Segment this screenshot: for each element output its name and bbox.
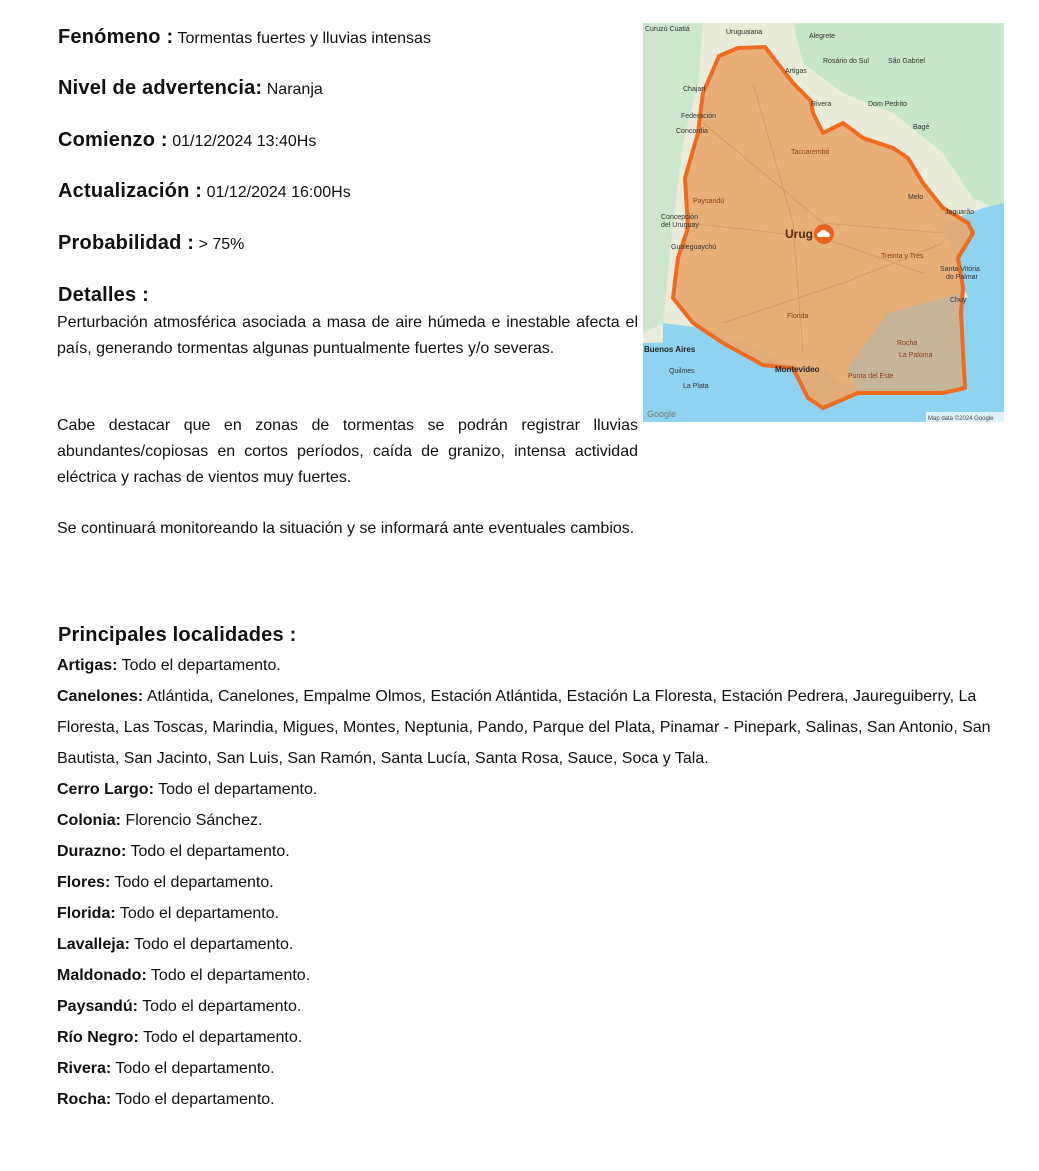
map-label-jaguarao: Jaguarão (945, 209, 975, 216)
map-label-tacuarembo: Tacuarembó (791, 149, 830, 156)
map-label-quilmes: Quilmes (669, 368, 695, 375)
map-label-la-paloma: La Paloma (899, 352, 933, 359)
map-google-logo: Google (647, 409, 677, 419)
map-label-rocha: Rocha (897, 340, 918, 347)
detalles-paragraph-2: Cabe destacar que en zonas de tormentas se podrán registrar lluvias abundantes/copiosas en cortos períodos, caída de granizo, intensa actividad eléctrica y rachas de vientos muy fuertes. (57, 417, 638, 486)
localidad-dept: Rocha: (57, 1091, 112, 1108)
localidad-places: Todo el departamento. (121, 657, 281, 674)
localidad-item (57, 960, 1007, 991)
map-label-buenos-aires: Buenos Aires (644, 345, 696, 354)
localidad-dept: Río Negro: (57, 1029, 139, 1046)
localidad-dept: Cerro Largo: (57, 781, 154, 798)
nivel-label: Nivel de advertencia: (58, 77, 263, 99)
localidad-places: Todo el departamento. (150, 967, 311, 984)
map-label-alegrete: Alegrete (809, 33, 836, 40)
localidad-places: Todo el departamento. (130, 843, 290, 860)
probabilidad-label: Probabilidad : (58, 232, 195, 254)
localidad-item (57, 774, 1007, 805)
map-label-del-uruguay: del Uruguay (661, 222, 699, 229)
detalles-title: Detalles : (58, 284, 149, 306)
localidad-dept: Durazno: (57, 843, 127, 860)
localidad-item (57, 898, 1007, 929)
map-label-santa-vitoria: Santa Vitória (940, 266, 980, 273)
localidad-places: Todo el departamento. (158, 781, 318, 798)
localidad-item (57, 991, 1007, 1022)
localidad-item (57, 867, 1007, 898)
detalles-paragraph-3: Se continuará monitoreando la situación y se informará ante eventuales cambios. (57, 520, 635, 537)
map-label-melo: Melo (908, 194, 924, 201)
map-label-uruguay: Urug (785, 227, 813, 241)
fenomeno-label: Fenómeno : (58, 26, 174, 48)
map-label-do-palmar: do Palmar (946, 274, 978, 281)
map-label-punta-este: Punta del Este (848, 373, 894, 380)
comienzo-label: Comienzo : (58, 129, 168, 151)
localidad-dept: Florida: (57, 905, 116, 922)
map-attribution: Map data ©2024 Google (928, 416, 994, 422)
localidad-places: Todo el departamento. (142, 1029, 303, 1046)
map-label-artigas: Artigas (785, 68, 807, 75)
map-label-uruguaiana: Uruguaiana (726, 29, 763, 36)
localidad-item (57, 1022, 1007, 1053)
localidades-title: Principales localidades : (58, 624, 297, 646)
map-label-rivera: Rivera (811, 101, 832, 108)
map-label-gualeguaychu: Gualeguaychú (671, 244, 717, 251)
localidad-dept: Paysandú: (57, 998, 138, 1015)
map-label-rosario-sul: Rosário do Sul (823, 58, 869, 65)
localidad-places: Atlántida, Canelones, Empalme Olmos, Estación Atlántida, Estación La Floresta, Estación Pedrera, Jaureguiberry, La Floresta, Las Toscas, Marindia, Migues, Montes, Neptunia, Pando, Parque del Plata, Pinamar - Pinepark, Salinas, San Antonio, San Bautista, San Jacinto, San Luis, San Ramón, Santa Lucía, Santa Rosa, Sauce, Soca y Tala. (57, 688, 991, 767)
map-label-bage: Bagé (913, 124, 930, 131)
detalles-paragraph-1: Perturbación atmosférica asociada a masa de aire húmeda e inestable afecta el país, generando tormentas algunas puntualmente fuertes y/o severas. (57, 314, 638, 357)
localidad-places: Todo el departamento. (142, 998, 302, 1015)
localidad-places: Todo el departamento. (115, 1060, 275, 1077)
localidad-item (57, 836, 1007, 867)
localidad-dept: Canelones: (57, 688, 144, 705)
localidad-places: Todo el departamento. (115, 1091, 275, 1108)
map-label-florida: Florida (787, 313, 809, 320)
actualizacion-value: 01/12/2024 16:00Hs (206, 184, 351, 201)
localidad-item (57, 1084, 1007, 1115)
localidad-places: Todo el departamento. (114, 874, 274, 891)
nivel-value: Naranja (266, 81, 323, 98)
localidad-dept: Maldonado: (57, 967, 147, 984)
localidad-item (57, 681, 1007, 774)
map-label-la-plata: La Plata (683, 383, 709, 390)
map-label-concordia: Concordia (676, 128, 708, 135)
fenomeno-value: Tormentas fuertes y lluvias intensas (177, 30, 431, 47)
map-label-treinta-tres: Treinta y Tres (881, 253, 924, 260)
localidades-list (57, 650, 1007, 1115)
localidad-places: Todo el departamento. (134, 936, 294, 953)
map-label-chuy: Chuy (950, 297, 967, 304)
localidad-dept: Rivera: (57, 1060, 112, 1077)
localidad-dept: Colonia: (57, 812, 121, 829)
alert-map[interactable] (643, 23, 1004, 422)
actualizacion-label: Actualización : (58, 180, 203, 202)
map-label-montevideo: Montevideo (775, 365, 820, 374)
map-label-concepcion: Concepción (661, 214, 698, 221)
field-probabilidad (58, 232, 244, 255)
field-nivel (58, 77, 323, 100)
field-comienzo (58, 129, 316, 152)
localidad-dept: Lavalleja: (57, 936, 130, 953)
localidad-item (57, 805, 1007, 836)
comienzo-value: 01/12/2024 13:40Hs (172, 133, 317, 150)
localidad-places: Florencio Sánchez. (125, 812, 263, 829)
probabilidad-value: > 75% (198, 236, 245, 253)
map-label-sao-gabriel: São Gabriel (888, 58, 925, 65)
localidad-places: Todo el departamento. (119, 905, 280, 922)
field-actualizacion (58, 180, 351, 203)
localidad-dept: Flores: (57, 874, 111, 891)
localidad-dept: Artigas: (57, 657, 118, 674)
map-label-dom-pedrito: Dom Pedrito (868, 101, 907, 108)
map-label-paysandu: Paysandú (693, 198, 725, 205)
map-label-chajari: Chajarí (683, 86, 706, 93)
localidad-item (57, 1053, 1007, 1084)
map-label-federacion: Federación (681, 113, 717, 120)
localidad-item (57, 929, 1007, 960)
field-fenomeno (58, 26, 431, 49)
localidad-item (57, 650, 1007, 681)
map-label-curuzu: Curuzú Cuatiá (645, 26, 690, 33)
